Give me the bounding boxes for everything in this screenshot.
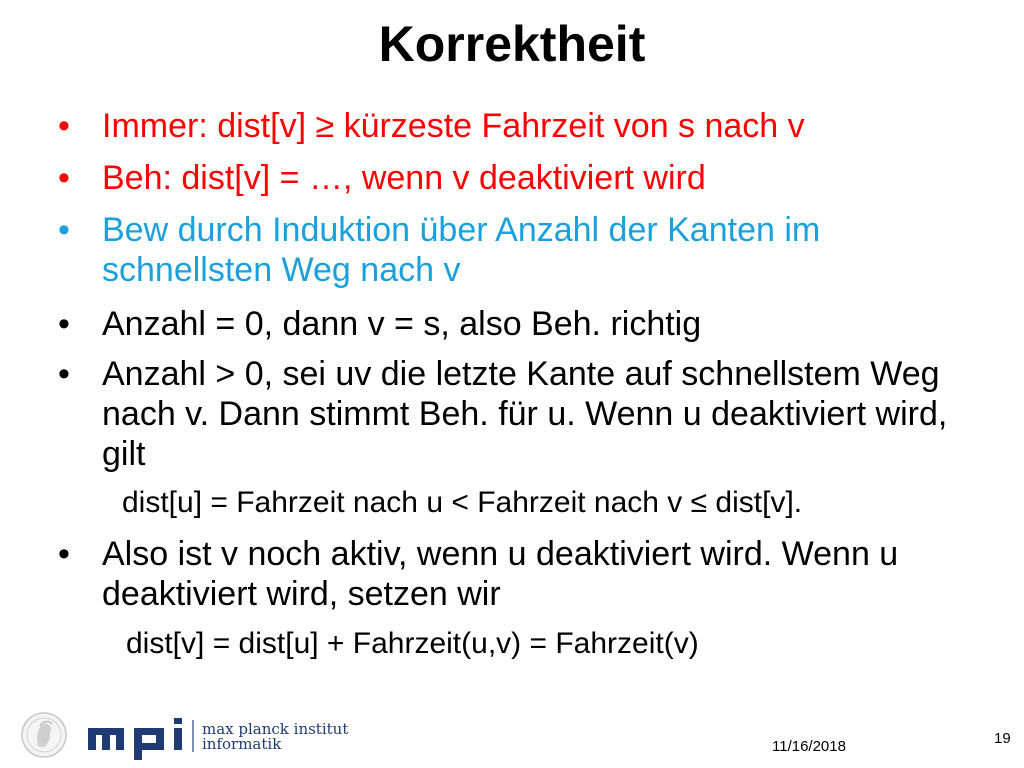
bullet-text: Also ist v noch aktiv, wenn u deaktiviert wird. Wenn u deaktiviert wird, setzen wir [102, 535, 899, 613]
bullet-item [58, 158, 978, 198]
bullet-text: Anzahl = 0, dann v = s, also Beh. richtig [102, 305, 702, 343]
bullet-prefix: Beh: [102, 159, 182, 197]
bullet-marker: • [58, 159, 70, 197]
formula-line: dist[v] = dist[u] + Fahrzeit(u,v) = Fahrzeit(v) [126, 627, 699, 660]
mpi-wordmark-icon [88, 718, 194, 760]
logo-line-2: informatik [202, 735, 282, 753]
page-number: 19 [994, 730, 1011, 747]
bullet-item [58, 210, 978, 290]
slide-title: Korrektheit [378, 16, 646, 72]
formula-line: dist[u] = Fahrzeit nach u < Fahrzeit nach v ≤ dist[v]. [122, 486, 803, 519]
bullet-text: dist[v] ≥ kürzeste Fahrzeit von s nach v [217, 107, 805, 145]
bullet-prefix: Immer: [102, 107, 218, 145]
bullet-marker: • [58, 305, 70, 343]
bullet-item [58, 534, 938, 614]
bullet-item [58, 106, 978, 146]
logo-line-1: max planck institut [202, 720, 349, 738]
footer-date: 11/16/2018 [772, 738, 846, 755]
bullet-marker: • [58, 535, 70, 573]
bullet-text: Bew durch Induktion über Anzahl der Kanten im schnellsten Weg nach v [102, 211, 821, 289]
bullet-marker: • [58, 355, 70, 393]
bullet-item [58, 304, 978, 344]
bullet-text: Anzahl > 0, sei uv die letzte Kante auf schnellstem Weg nach v. Dann stimmt Beh. für u. Wenn u deaktiviert wird, gilt [102, 355, 948, 473]
bullet-item [58, 354, 968, 474]
bullet-marker: • [58, 211, 70, 249]
bullet-text: dist[v] = …, wenn v deaktiviert wird [181, 159, 706, 197]
minerva-seal-icon [22, 713, 66, 757]
mpi-logo [20, 708, 380, 764]
bullet-marker: • [58, 107, 70, 145]
